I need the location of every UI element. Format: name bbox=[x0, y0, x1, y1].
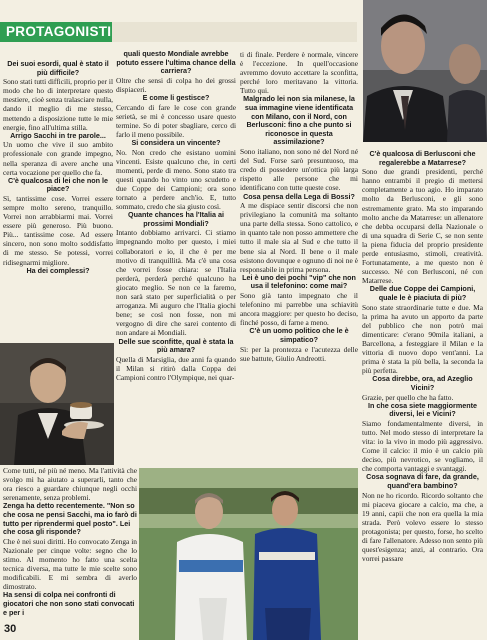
interview-question: Cosa pensa della Lega di Bossi? bbox=[243, 191, 355, 201]
interview-answer: Che è nei suoi diritti. Ho convocato Zenga in Nazionale per cinque volte: segno che lo stimo. Al momento ho fatto una scelta tecnica diversa, ma tutte le mie scelte sono modificabili. E mi sembra di averlo dimostrato. bbox=[3, 536, 137, 592]
interview-question: Si considera un vincente? bbox=[131, 137, 221, 147]
interview-answer: Sì: per la prontezza e l'acutezza delle sue battute, Giulio Andreotti. bbox=[240, 344, 358, 363]
interview-question: Delle due Coppe dei Campioni, quale le è piaciuta di più? bbox=[369, 284, 476, 302]
photo-berlusconi-image bbox=[363, 0, 487, 142]
interview-answer: Oltre che sensi di colpa ho dei grossi dispiaceri. bbox=[116, 75, 236, 94]
interview-question: E come li gestisce? bbox=[142, 92, 210, 102]
photo-sacchi-coffee bbox=[0, 343, 114, 465]
interview-answer: Quella di Marsiglia, due anni fa quando il Milan si ritirò dalla Coppa dei Campioni contro l'Olympique, nei quar- bbox=[116, 354, 236, 382]
interview-question: Cosa direbbe, ora, ad Azeglio Vicini? bbox=[372, 374, 473, 392]
interview-answer: Siamo fondamentalmente diversi, in tutto. Nel modo stesso di interpretare la vita: io la vivo in modo più aggressivo. Come il calcio: il mio è un calcio più deciso, più nevrotico, se vogliamo, il che comporta vantaggi e svantaggi. bbox=[362, 418, 483, 474]
interview-question: Cosa sognava di fare, da grande, quand'era bambino? bbox=[366, 472, 479, 490]
article-column-1-continued bbox=[3, 466, 137, 622]
article-column-3 bbox=[240, 50, 358, 466]
header-strip bbox=[112, 22, 357, 42]
article-column-4 bbox=[362, 150, 483, 640]
interview-answer: Sì, tantissime cose. Vorrei essere sempre molto sereno, tranquillo. Vorrei non arrabbiarmi mai. Vorrei essere più generoso. Più buono. Più... tantissime cose. Ad essere sincero, non sono molto soddisfatto di me stesso. Se potessi, vorrei ridisegnarmi migliore. bbox=[3, 193, 113, 267]
article-column-2 bbox=[116, 50, 236, 466]
interview-answer: Non ne ho ricordo. Ricordo soltanto che mi piaceva giocare a calcio, ma che, a 19 anni, capii che non era quella la mia strada. Però volevo essere lo stesso protagonista; per questo, forse, ho scelto di fare l'allenatore. Adesso non sento più quest'esigenza; anzi, al contrario. Ora vorrei passare bbox=[362, 490, 483, 564]
interview-answer: Un uomo che vive il suo ambito professionale con grande impegno, nella speranza di avere anche una certa vocazione per quello che fa. bbox=[3, 140, 113, 177]
interview-question: Delle sue sconfitte, qual è stata la più amara? bbox=[118, 336, 234, 355]
article-column-1 bbox=[3, 60, 113, 342]
interview-question: Lei è uno dei pochi "vip" che non usa il telefonino: come mai? bbox=[242, 272, 356, 291]
photo-sacchi-coffee-image bbox=[0, 343, 114, 465]
interview-question: Malgrado lei non sia milanese, la sua immagine viene identificata con Milano, con il Nord, con Berlusconi: fino a che punto si riconosce in questa assimilazione? bbox=[243, 94, 355, 147]
interview-answer: Grazie, per quello che ha fatto. bbox=[362, 392, 454, 402]
photo-sacchi-with-player bbox=[139, 468, 358, 640]
interview-question: quali questo Mondiale avrebbe potuto essere l'ultima chance della carriera? bbox=[116, 50, 236, 76]
page-number: 30 bbox=[4, 623, 17, 635]
interview-answer: ti di finale. Perdere è normale, vincere è l'eccezione. In quell'occasione avremmo dovuto accettare la sconfitta, perché loro meritavano la vittoria. Tutto qui. bbox=[240, 50, 358, 96]
interview-answer: Sono stati tutti difficili, proprio per il modo che ho di interpretare questo mestiere, cioè senza tralasciare nulla, dando il meglio di me stesso, mettendo a disposizione tutte le mie energie, fino all'ultima stilla. bbox=[3, 77, 113, 132]
interview-answer: Sono state straordinarie tutte e due. Ma la prima ha avuto un apporto da parte del pubblico che non potrò mai dimenticare: c'erano 90mila italiani, a Barcellona, a festeggiare il Milan e la vittoria di nuovo dopo vent'anni. La prima è stata la più bella, la seconda la più perfetta. bbox=[362, 302, 483, 376]
interview-question: C'è qualcosa di Berlusconi che regalerebbe a Matarrese? bbox=[369, 150, 476, 167]
interview-answer: A me dispiace sentir discorsi che non privilegiano la comunità ma soltanto una parte della stessa. Sono cattolico, e in quanto tale non posso ammettere che tutto il male sia al Sud e che tutto il bene sia al Nord. Il bene o il male esistono dovunque e ognuno di noi ne è responsabile in prima persona. bbox=[240, 201, 358, 274]
interview-answer: Sono italiano, non sono né del Nord né del Sud. Forse sarò presuntuoso, ma credo di possedere un'ottica più larga rispetto alle persone che mi identificano con tutte queste cose. bbox=[240, 147, 358, 193]
interview-answer: Sono già tanto impegnato che il telefonino mi parrebbe una schiavitù ancora maggiore: per questo ho deciso, finché posso, di farne a meno. bbox=[240, 291, 358, 328]
interview-question: C'è un uomo politico che le è simpatico? bbox=[249, 326, 349, 344]
interview-question: Zenga ha detto recentemente. "Non so che cosa ne pensi Sacchi, ma io farò di tutto per riprendermi quel posto". Lei che cosa gli risponde? bbox=[3, 501, 137, 537]
interview-answer: Come tutti, né più né meno. Ma l'attività che svolgo mi ha aiutato a superarli, tanto che ora riesco a guardare chiunque negli occhi serenamente, senza problemi. bbox=[3, 466, 137, 503]
interview-question: Ha sensi di colpa nei confronti di giocatori che non sono stati convocati e per i bbox=[3, 590, 135, 617]
interview-question: Arrigo Sacchi in tre parole... bbox=[10, 130, 106, 140]
interview-question: Quante chances ha l'Italia ai prossimi Mondiali? bbox=[128, 210, 224, 228]
interview-answer: No. Non credo che esistano uomini vincenti. Esiste qualcuno che, in certi momenti, perde di meno. Sono stato tra questi quando ho vinto uno scudetto e due Coppe dei Campioni; ora sono tornato a perdere anch'io. E, tutto sommato, credo che sia giusto così. bbox=[116, 147, 236, 212]
interview-answer: Sono due grandi presidenti, perché hanno entrambi il pregio di mettersi completamente a tuo agio. Ho imparato molto da Berlusconi, e gli sono estremamente grato. Ma sto imparando molto anche da Matarrese: un allenatore che debba occuparsi della Nazionale o di una squadra di Serie C, se non sente la piena fiducia del proprio presidente perde entusiasmo, stimoli, creatività. Fortunatamente, a me questo non è successo. Né con Berlusconi, né con Matarrese. bbox=[362, 167, 483, 286]
interview-answer: Intanto dobbiamo arrivarci. Ci stiamo impegnando molto per questo, i miei collaboratori e io, il che è per me motivo di tranquillità. Ma c'è una cosa che vorrei fosse chiara: se l'Italia perderà, perderà perché qualcuno ha giocato meglio. Se non ce la faremo, non sarà stato per superficialità o per arroganza. Mi auguro che l'Italia giochi bene; se così non fosse, non mi vergogno di dire che sarei contento di non andare ai Mondiali. bbox=[116, 228, 236, 338]
interview-question: Dei suoi esordi, qual è stato il più difficile? bbox=[7, 60, 109, 77]
interview-question: Ha dei complessi? bbox=[26, 265, 90, 275]
interview-answer: Cercando di fare le cose con grande serietà, se mi è concesso usare questo termine. So di poter sbagliare, cerco di farlo il meno possibile. bbox=[116, 102, 236, 139]
photo-sacchi-with-player-image bbox=[139, 468, 358, 640]
interview-question: In che cosa siete maggiormente diversi, lei e Vicini? bbox=[367, 400, 478, 419]
section-label: PROTAGONISTI bbox=[0, 22, 112, 42]
interview-question: C'è qualcosa di lei che non le piace? bbox=[8, 175, 108, 194]
photo-berlusconi bbox=[363, 0, 487, 142]
